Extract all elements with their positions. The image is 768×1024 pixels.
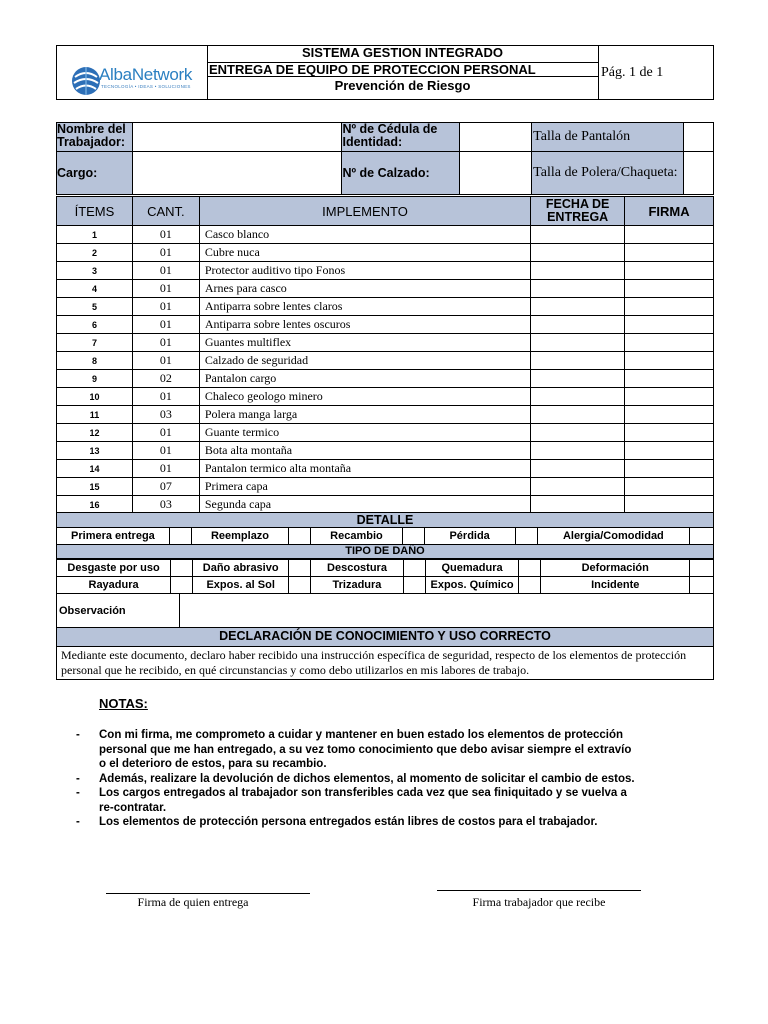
signature-field[interactable] [625,370,714,388]
table-row [57,298,714,316]
list-item [76,786,636,815]
option-checkbox[interactable] [519,577,541,594]
col-header-fecha: FECHA DE ENTREGA [531,197,625,226]
delivery-date-field[interactable] [531,388,625,406]
logo-text: AlbaNetwork [99,65,193,84]
option-checkbox[interactable] [169,528,191,545]
table-row [57,406,714,424]
item-description: Pantalon cargo [199,370,530,388]
option-checkbox[interactable] [289,560,311,577]
table-row [57,244,714,262]
col-header-implemento: IMPLEMENTO [199,197,530,226]
table-row [57,334,714,352]
item-number: 4 [57,280,133,298]
id-number-label: Nº de Cédula de Identidad: [342,123,460,152]
option-checkbox[interactable] [690,560,714,577]
logo-cell [57,46,208,99]
globe-logo-icon [71,65,101,97]
item-number: 14 [57,460,133,478]
option-label: Pérdida [424,528,515,545]
option-checkbox[interactable] [402,528,424,545]
item-number: 5 [57,298,133,316]
signature-field[interactable] [625,460,714,478]
signature-field[interactable] [625,244,714,262]
table-row [57,280,714,298]
item-number: 2 [57,244,133,262]
list-item [76,728,636,772]
signature-field[interactable] [625,424,714,442]
detalle-options-table [56,527,714,545]
option-label: Deformación [541,560,690,577]
option-checkbox[interactable] [403,560,425,577]
signature-field[interactable] [625,280,714,298]
item-description: Calzado de seguridad [199,352,530,370]
document-header [56,45,714,100]
signature-field[interactable] [625,478,714,496]
signature-line-right [437,890,641,891]
notas-title: NOTAS: [99,696,148,711]
option-label: Rayadura [57,577,171,594]
delivery-date-field[interactable] [531,370,625,388]
delivery-date-field[interactable] [531,280,625,298]
table-row [57,496,714,514]
area-title: Prevención de Riesgo [334,78,471,93]
option-checkbox[interactable] [690,577,714,594]
table-row [57,388,714,406]
item-number: 7 [57,334,133,352]
signature-line-left [106,893,310,894]
option-checkbox[interactable] [403,577,425,594]
observacion-field[interactable] [180,594,714,629]
option-label: Incidente [541,577,690,594]
shoe-size-field[interactable] [460,152,532,195]
notas-list [76,728,636,830]
option-checkbox[interactable] [171,577,193,594]
bullet-dash: - [76,772,80,785]
bullet-dash: - [76,816,80,828]
item-description: Casco blanco [199,226,530,244]
worker-info-table [56,122,714,195]
item-quantity: 01 [132,388,199,406]
shoe-size-label: Nº de Calzado: [342,152,460,195]
document-title: ENTREGA DE EQUIPO DE PROTECCION PERSONAL [207,62,598,77]
page-number: Pág. 1 de 1 [601,65,664,80]
note-text: Además, realizare la devolución de dichos elementos, al momento de solicitar el cambio de estos. [99,772,635,785]
option-label: Alergia/Comodidad [537,528,690,545]
signature-field[interactable] [625,496,714,514]
pants-size-label: Talla de Pantalón [532,123,684,152]
option-label: Recambio [311,528,403,545]
note-text: Con mi firma, me comprometo a cuidar y mantener en buen estado los elementos de protección personal que me han entregado, a su vez tomo conocimiento que debo avisar siempre el extravío o el deterioro de estos, para su recambio. [99,729,632,770]
item-number: 9 [57,370,133,388]
option-checkbox[interactable] [690,528,714,545]
system-title: SISTEMA GESTION INTEGRADO [301,45,504,60]
signature-field[interactable] [625,406,714,424]
option-label: Reemplazo [191,528,288,545]
pants-size-field[interactable] [684,123,714,152]
item-quantity: 01 [132,424,199,442]
item-number: 6 [57,316,133,334]
col-header-items: ÍTEMS [57,197,133,226]
detalle-title: DETALLE [56,512,714,528]
option-label: Descostura [311,560,404,577]
item-description: Antiparra sobre lentes oscuros [199,316,530,334]
option-checkbox[interactable] [171,560,193,577]
item-quantity: 01 [132,298,199,316]
delivery-date-field[interactable] [531,352,625,370]
table-row [57,262,714,280]
dano-options-table [56,559,714,594]
item-quantity: 01 [132,316,199,334]
option-label: Expos. al Sol [193,577,289,594]
item-description: Primera capa [199,478,530,496]
item-description: Bota alta montaña [199,442,530,460]
item-description: Arnes para casco [199,280,530,298]
delivery-date-field[interactable] [531,334,625,352]
item-description: Guante termico [199,424,530,442]
worker-name-field[interactable] [132,123,342,152]
item-quantity: 01 [132,244,199,262]
option-checkbox[interactable] [519,560,541,577]
table-row [57,352,714,370]
note-text: Los elementos de protección persona entregados están libres de costos para el trabajador. [99,816,598,828]
id-number-field[interactable] [460,123,532,152]
option-checkbox[interactable] [515,528,537,545]
item-description: Segunda capa [199,496,530,514]
title-cell [207,46,599,99]
delivery-date-field[interactable] [531,442,625,460]
shirt-size-label: Talla de Polera/Chaqueta: [532,152,684,195]
delivery-date-field[interactable] [531,406,625,424]
item-description: Guantes multiflex [199,334,530,352]
item-quantity: 07 [132,478,199,496]
note-text: Los cargos entregados al trabajador son transferibles cada vez que sea finiquitado y se vuelva a re-contratar. [99,787,627,814]
item-quantity: 01 [132,226,199,244]
signature-field[interactable] [625,226,714,244]
delivery-date-field[interactable] [531,478,625,496]
cargo-field[interactable] [132,152,342,195]
table-row [57,424,714,442]
delivery-date-field[interactable] [531,424,625,442]
signature-field[interactable] [625,298,714,316]
observacion-label: Observación [57,594,180,629]
option-label: Expos. Químico [425,577,519,594]
item-description: Pantalon termico alta montaña [199,460,530,478]
signature-field[interactable] [625,262,714,280]
signature-field[interactable] [625,316,714,334]
option-label: Trizadura [311,577,404,594]
signature-field[interactable] [625,388,714,406]
table-row [57,460,714,478]
declaracion-text: Mediante este documento, declaro haber recibido una instrucción específica de seguridad, respecto de los elementos de protección personal que he recibido, en qué circunstancias y como debo utilizarlos en mis labores de trabajo. [56,646,714,680]
bullet-dash: - [76,787,80,799]
item-number: 15 [57,478,133,496]
list-item [76,815,636,830]
option-label: Desgaste por uso [57,560,171,577]
item-number: 16 [57,496,133,514]
items-table [56,196,714,514]
logo-tagline: TECNOLOGÍA • IDEAS • SOLUCIONES [101,84,191,89]
item-quantity: 01 [132,262,199,280]
item-quantity: 02 [132,370,199,388]
table-row [57,370,714,388]
item-description: Antiparra sobre lentes claros [199,298,530,316]
delivery-date-field[interactable] [531,496,625,514]
item-quantity: 01 [132,334,199,352]
option-checkbox[interactable] [289,577,311,594]
item-quantity: 01 [132,352,199,370]
shirt-size-field[interactable] [684,152,714,195]
signature-label-left: Firma de quien entrega [137,895,249,909]
dano-title: TIPO DE DAÑO [56,544,714,559]
worker-name-label: Nombre del Trabajador: [57,123,133,152]
delivery-date-field[interactable] [531,298,625,316]
item-number: 11 [57,406,133,424]
col-header-firma: FIRMA [625,197,714,226]
col-header-cant: CANT. [132,197,199,226]
option-label: Daño abrasivo [193,560,289,577]
delivery-date-field[interactable] [531,262,625,280]
item-description: Cubre nuca [199,244,530,262]
delivery-date-field[interactable] [531,316,625,334]
item-quantity: 01 [132,280,199,298]
observacion-table [56,593,714,629]
delivery-date-field[interactable] [531,460,625,478]
signature-label-right: Firma trabajador que recibe [472,895,606,909]
option-label: Primera entrega [57,528,170,545]
option-label: Quemadura [425,560,519,577]
item-quantity: 03 [132,496,199,514]
signature-field[interactable] [625,442,714,460]
item-quantity: 03 [132,406,199,424]
signature-field[interactable] [625,334,714,352]
item-number: 1 [57,226,133,244]
table-row [57,316,714,334]
item-description: Chaleco geologo minero [199,388,530,406]
items-header-row [57,197,714,226]
item-number: 8 [57,352,133,370]
signature-field[interactable] [625,352,714,370]
item-number: 13 [57,442,133,460]
declaracion-title: DECLARACIÓN DE CONOCIMIENTO Y USO CORRECTO [56,627,714,647]
delivery-date-field[interactable] [531,244,625,262]
table-row [57,226,714,244]
item-number: 12 [57,424,133,442]
table-row [57,478,714,496]
delivery-date-field[interactable] [531,226,625,244]
item-number: 10 [57,388,133,406]
item-quantity: 01 [132,442,199,460]
item-quantity: 01 [132,460,199,478]
table-row [57,442,714,460]
item-number: 3 [57,262,133,280]
cargo-label: Cargo: [57,152,133,195]
option-checkbox[interactable] [289,528,311,545]
bullet-dash: - [76,729,80,741]
item-description: Protector auditivo tipo Fonos [199,262,530,280]
list-item [76,772,636,787]
item-description: Polera manga larga [199,406,530,424]
